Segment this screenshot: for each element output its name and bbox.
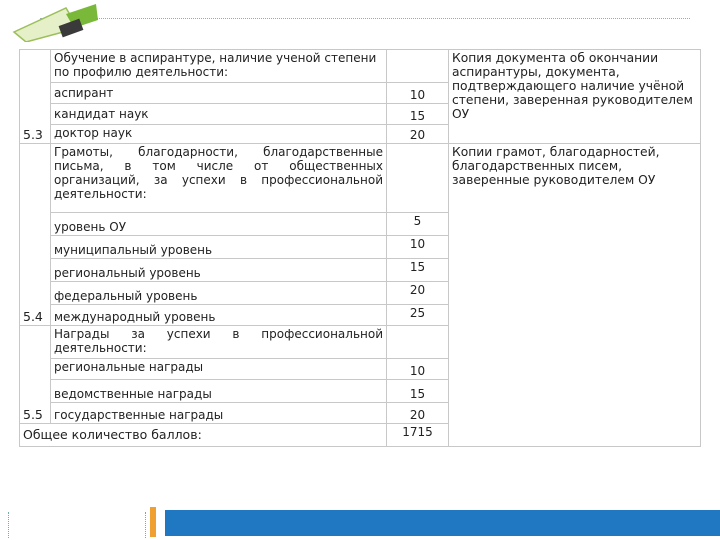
score-cell: 15 — [387, 380, 449, 403]
bottom-bar — [165, 510, 720, 536]
score-cell — [387, 326, 449, 359]
criterion-label: уровень ОУ — [51, 213, 387, 236]
criterion-title: Обучение в аспирантуре, наличие ученой степени по профилю деятельности: — [51, 50, 387, 83]
score-cell — [387, 144, 449, 213]
criterion-label: международный уровень — [51, 305, 387, 326]
criterion-label: доктор наук — [51, 125, 387, 144]
top-dotted-line — [40, 18, 690, 19]
score-cell: 20 — [387, 403, 449, 424]
document-cell: Копия документа об окончании аспирантуры, документа, подтверждающего наличие учёной степени, заверенная руководителем ОУ — [449, 50, 701, 144]
total-label: Общее количество баллов: — [20, 424, 387, 447]
score-cell: 15 — [387, 104, 449, 125]
bottom-accent — [150, 507, 156, 537]
criterion-title: Грамоты, благодарности, благодарственные письма, в том числе от общественных организаций, за успехи в профессиональной деятельности: — [51, 144, 387, 213]
total-score: 1715 — [387, 424, 449, 447]
criterion-label: региональные награды — [51, 359, 387, 380]
score-cell: 15 — [387, 259, 449, 282]
criterion-label: аспирант — [51, 83, 387, 104]
table-row — [20, 144, 701, 213]
score-cell: 20 — [387, 282, 449, 305]
document-cell: Копии грамот, благодарностей, благодарственных писем, заверенные руководителем ОУ — [449, 144, 701, 447]
criterion-label: ведомственные награды — [51, 380, 387, 403]
score-cell: 10 — [387, 359, 449, 380]
criterion-title: Награды за успехи в профессиональной деятельности: — [51, 326, 387, 359]
score-cell: 25 — [387, 305, 449, 326]
bottom-dotted-line — [8, 512, 13, 538]
criterion-label: федеральный уровень — [51, 282, 387, 305]
score-cell: 20 — [387, 125, 449, 144]
top-decoration — [0, 0, 720, 30]
score-cell: 10 — [387, 83, 449, 104]
table-row — [20, 50, 701, 83]
criterion-label: государственные награды — [51, 403, 387, 424]
score-cell: 10 — [387, 236, 449, 259]
criterion-label: кандидат наук — [51, 104, 387, 125]
criterion-label: региональный уровень — [51, 259, 387, 282]
notebook-icon — [6, 2, 101, 42]
score-cell: 5 — [387, 213, 449, 236]
row-number: 5.4 — [20, 144, 51, 326]
criteria-table — [19, 49, 701, 447]
row-number: 5.5 — [20, 326, 51, 424]
criterion-label: муниципальный уровень — [51, 236, 387, 259]
row-number: 5.3 — [20, 50, 51, 144]
score-cell — [387, 50, 449, 83]
